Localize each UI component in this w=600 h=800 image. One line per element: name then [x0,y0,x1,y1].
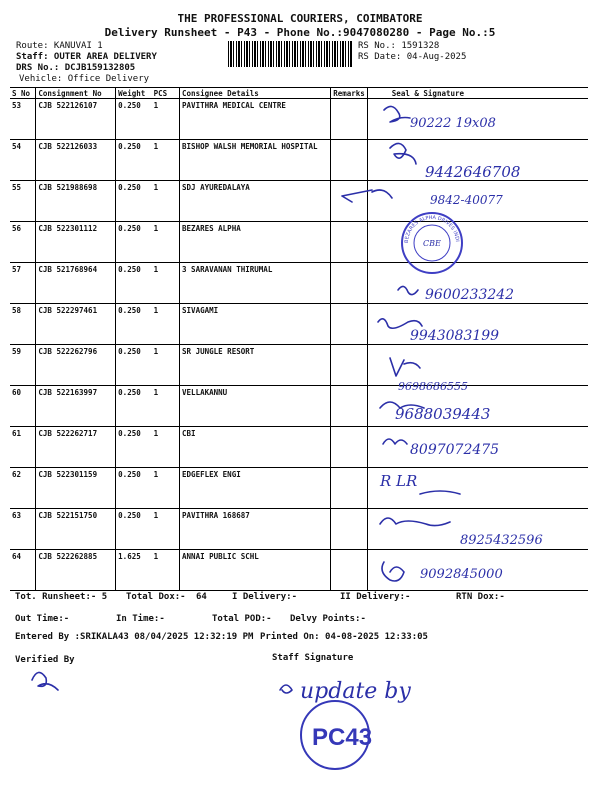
cell-sno: 59 [10,345,36,386]
cell-remarks [331,550,368,591]
rs-date: RS Date: 04-Aug-2025 [358,52,467,62]
cell-seal [367,222,588,263]
verified-by: Verified By [15,655,75,665]
cell-sno: 64 [10,550,36,591]
cell-consignee: CBI [180,427,331,468]
handwritten-53: 90222 19x08 [410,116,496,131]
cell-pcs: 1 [152,550,180,591]
cell-sno: 58 [10,304,36,345]
cell-sno: 56 [10,222,36,263]
update-note: update by [300,679,411,704]
cell-pcs: 1 [152,140,180,181]
cell-sno: 62 [10,468,36,509]
table-row [10,509,588,550]
cell-consignee: ANNAI PUBLIC SCHL [180,550,331,591]
cell-seal [367,263,588,304]
verified-signature [32,672,58,690]
cell-remarks [331,222,368,263]
table-row [10,304,588,345]
cell-pcs: 1 [152,386,180,427]
cell-sno: 54 [10,140,36,181]
stamp-text: BEZARES ALPHA DRIVES INDI [403,214,460,244]
cell-cons: CJB 522151750 [36,509,116,550]
cell-seal [367,509,588,550]
cell-pcs: 1 [152,304,180,345]
col-seal-signature: Seal & Signature [367,88,588,99]
cell-seal [367,550,588,591]
cell-consignee: PAVITHRA 168687 [180,509,331,550]
runsheet-table [10,87,588,591]
cell-consignee: 3 SARAVANAN THIRUMAL [180,263,331,304]
cell-seal [367,140,588,181]
cell-seal [367,427,588,468]
cell-sno: 61 [10,427,36,468]
cell-cons: CJB 522126033 [36,140,116,181]
col-consignment: Consignment No [36,88,116,99]
table-row [10,181,588,222]
handwritten-57: 9600233242 [425,287,515,303]
rtn-dox: RTN Dox:- [456,592,505,602]
table-row [10,468,588,509]
entered-by: Entered By :SRIKALA43 08/04/2025 12:32:19 PM [15,632,254,642]
cell-remarks [331,468,368,509]
cell-weight: 0.250 [116,427,152,468]
cell-cons: CJB 522301159 [36,468,116,509]
col-consignee: Consignee Details [180,88,331,99]
tot-runsheet: Tot. Runsheet:- 5 [15,592,108,602]
handwritten-64: 9092845000 [420,567,503,582]
handwritten-62: R LR [380,472,418,490]
cell-pcs: 1 [152,263,180,304]
cell-pcs: 1 [152,222,180,263]
cell-consignee: SIVAGAMI [180,304,331,345]
cell-remarks [331,386,368,427]
cell-weight: 0.250 [116,345,152,386]
route-label: Route: KANUVAI 1 [16,41,103,51]
cell-weight: 0.250 [116,386,152,427]
cell-cons: CJB 522163997 [36,386,116,427]
table-header-row [10,88,588,99]
cell-cons: CJB 522262717 [36,427,116,468]
vehicle-label: Vehicle: Office Delivery [19,74,150,84]
table-row [10,386,588,427]
cell-weight: 1.625 [116,550,152,591]
cell-cons: CJB 522262796 [36,345,116,386]
handwritten-60: 9688039443 [395,405,491,423]
cell-cons: CJB 522262885 [36,550,116,591]
cell-consignee: VELLAKANNU [180,386,331,427]
in-time: In Time:- [116,614,165,624]
cell-pcs: 1 [152,468,180,509]
cell-cons: CJB 522297461 [36,304,116,345]
update-mark [280,685,292,693]
cell-pcs: 1 [152,427,180,468]
cell-pcs: 1 [152,345,180,386]
drs-number: DRS No.: DCJB159132805 [16,63,136,73]
cell-pcs: 1 [152,509,180,550]
printed-on: Printed On: 04-08-2025 12:33:05 [260,632,428,642]
handwritten-54: 9442646708 [425,163,521,181]
handwritten-63: 8925432596 [460,533,543,548]
stamp-center: CBE [423,239,441,248]
table-row [10,99,588,140]
cell-weight: 0.250 [116,99,152,140]
pc43-stamp-text: PC43 [312,724,373,751]
cell-seal [367,99,588,140]
cell-seal [367,468,588,509]
cell-remarks [331,181,368,222]
handwritten-61: 8097072475 [410,442,500,458]
table-row [10,140,588,181]
col-pcs: PCS [152,88,180,99]
cell-remarks [331,99,368,140]
staff-signature: Staff Signature [272,653,354,663]
company-title: THE PROFESSIONAL COURIERS, COIMBATORE [177,12,423,25]
i-delivery: I Delivery:- [232,592,298,602]
cell-consignee: SR JUNGLE RESORT [180,345,331,386]
table-row [10,427,588,468]
handwritten-59: 9698686555 [398,380,468,393]
cell-sno: 55 [10,181,36,222]
cell-weight: 0.250 [116,181,152,222]
cell-weight: 0.250 [116,222,152,263]
table-row [10,222,588,263]
cell-weight: 0.250 [116,509,152,550]
cell-sno: 53 [10,99,36,140]
col-weight: Weight [116,88,152,99]
cell-seal [367,181,588,222]
cell-consignee: BISHOP WALSH MEMORIAL HOSPITAL [180,140,331,181]
cell-remarks [331,345,368,386]
cell-sno: 60 [10,386,36,427]
cell-weight: 0.250 [116,140,152,181]
table-row [10,263,588,304]
total-dox-label: Total Dox:- [126,592,186,602]
cell-pcs: 1 [152,99,180,140]
handwritten-58: 9943083199 [410,328,500,344]
cell-weight: 0.250 [116,468,152,509]
col-sno: S No [10,88,36,99]
staff-label: Staff: OUTER AREA DELIVERY [16,52,157,62]
cell-cons: CJB 521988698 [36,181,116,222]
cell-seal [367,386,588,427]
out-time: Out Time:- [15,614,70,624]
cell-remarks [331,304,368,345]
cell-remarks [331,140,368,181]
pc43-stamp [301,701,369,769]
cell-consignee: PAVITHRA MEDICAL CENTRE [180,99,331,140]
cell-sno: 63 [10,509,36,550]
cell-cons: CJB 521768964 [36,263,116,304]
cell-pcs: 1 [152,181,180,222]
runsheet-subtitle: Delivery Runsheet - P43 - Phone No.:9047080280 - Page No.:5 [104,26,496,39]
delvy-points: Delvy Points:- [290,614,366,624]
cell-remarks [331,427,368,468]
handwritten-55: 9842-40077 [430,193,503,207]
ii-delivery: II Delivery:- [340,592,411,602]
rs-number: RS No.: 1591328 [358,41,440,51]
table-row [10,345,588,386]
total-pod: Total POD:- [212,614,272,624]
cell-remarks [331,263,368,304]
cell-seal [367,345,588,386]
barcode [228,41,352,67]
cell-cons: CJB 522301112 [36,222,116,263]
table-row [10,550,588,591]
cell-consignee: SDJ AYUREDALAYA [180,181,331,222]
cell-sno: 57 [10,263,36,304]
cell-consignee: BEZARES ALPHA [180,222,331,263]
cell-weight: 0.250 [116,304,152,345]
total-dox-value: 64 [196,592,207,602]
cell-seal [367,304,588,345]
cell-weight: 0.250 [116,263,152,304]
cell-consignee: EDGEFLEX ENGI [180,468,331,509]
cell-remarks [331,509,368,550]
col-remarks: Remarks [331,88,368,99]
cell-cons: CJB 522126107 [36,99,116,140]
